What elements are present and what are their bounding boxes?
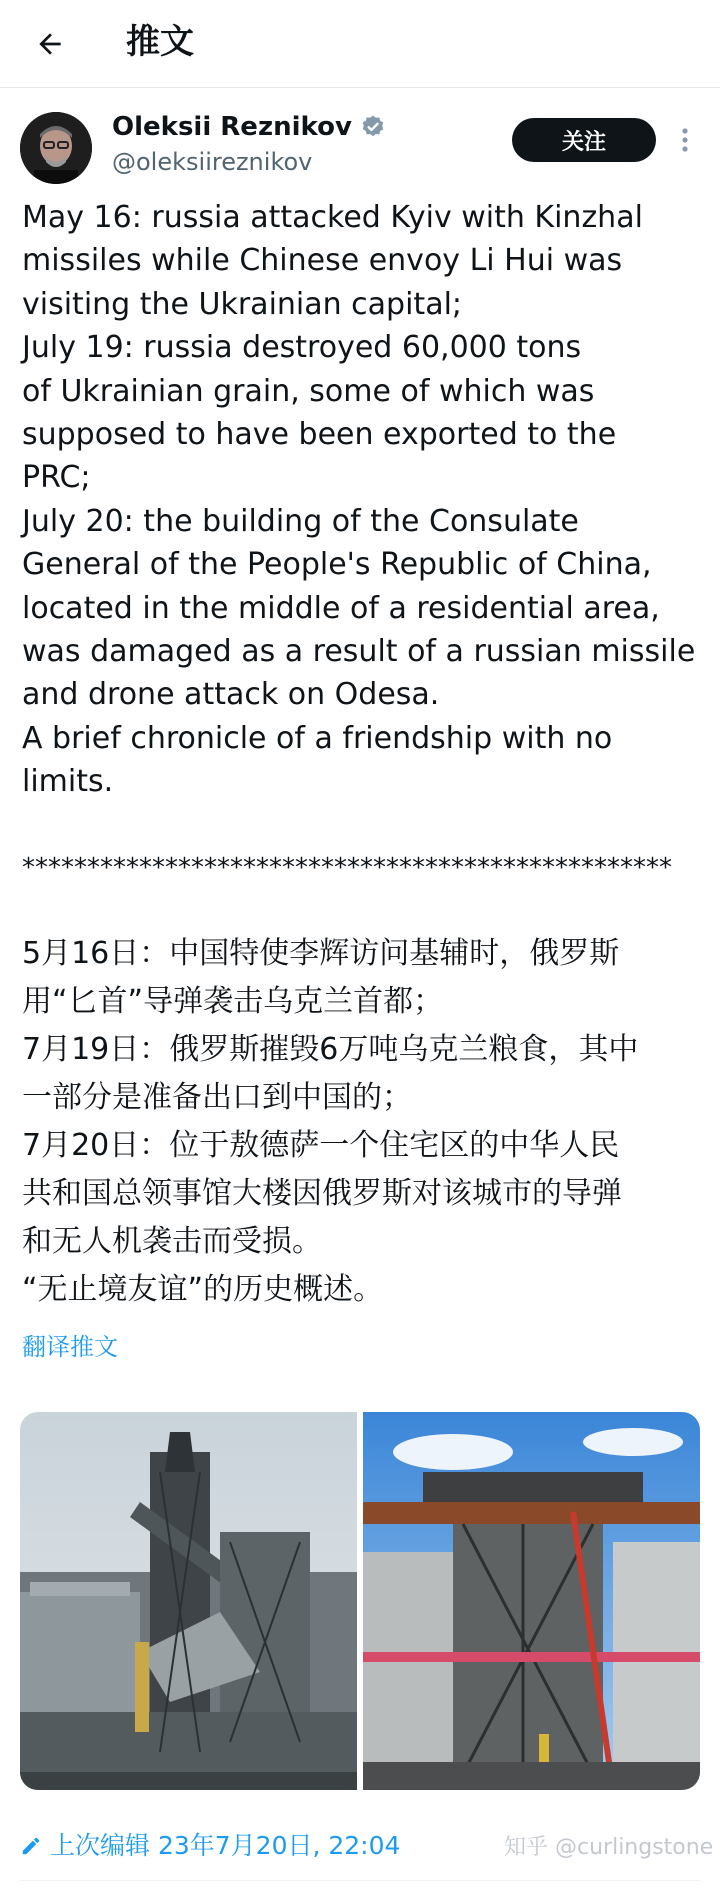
- tweet-line-en: supposed to have been exported to the: [22, 417, 617, 453]
- tweet-line-zh: 共和国总领事馆大楼因俄罗斯对该城市的导弹: [22, 1175, 622, 1211]
- media-photo-2[interactable]: [363, 1412, 700, 1790]
- tweet-line-en: visiting the Ukrainian capital;: [22, 286, 463, 322]
- arrow-left-icon: [34, 28, 66, 60]
- tweet-line-en: General of the People's Republic of China,: [22, 547, 652, 583]
- tweet-line-zh: 5月16日：中国特使李辉访问基辅时，俄罗斯: [22, 935, 620, 971]
- edited-timestamp: 上次编辑 23年7月20日, 22:04: [50, 1831, 401, 1860]
- author-name[interactable]: [112, 110, 386, 144]
- tweet-line-en: limits.: [22, 764, 114, 800]
- tweet-line-en: was damaged as a result of a russian missile: [22, 634, 696, 670]
- tweet-line-en: May 16: russia attacked Kyiv with Kinzhal: [22, 200, 643, 235]
- tweet-line-en: A brief chronicle of a friendship with no: [22, 720, 613, 756]
- tweet-media: [20, 1412, 700, 1790]
- damaged-terminal-photo: [20, 1412, 357, 1790]
- tweet-line-zh: 用“匕首”导弹袭击乌克兰首都；: [22, 983, 444, 1019]
- more-vertical-icon: [681, 127, 689, 153]
- avatar[interactable]: [20, 112, 92, 184]
- divider: [20, 1880, 700, 1881]
- tweet-text: [22, 196, 708, 1314]
- tweet-line-en: PRC;: [22, 460, 91, 496]
- verified-badge-icon: [360, 114, 386, 140]
- tweet-line-zh: 一部分是准备出口到中国的；: [22, 1079, 412, 1115]
- tweet-separator: **************************************************: [22, 852, 672, 883]
- translate-tweet-link[interactable]: 翻译推文: [22, 1333, 118, 1361]
- back-button[interactable]: [28, 22, 72, 66]
- tweet-line-zh: 7月20日：位于敖德萨一个住宅区的中华人民: [22, 1127, 620, 1163]
- author-name-text: Oleksii Reznikov: [112, 112, 352, 142]
- pencil-icon: [20, 1835, 42, 1857]
- avatar-image: [20, 112, 92, 184]
- more-options-button[interactable]: [670, 120, 700, 160]
- tweet-line-en: July 19: russia destroyed 60,000 tons: [22, 330, 582, 366]
- author-handle[interactable]: @oleksiireznikov: [112, 148, 313, 176]
- tweet-line-en: July 20: the building of the Consulate: [22, 503, 579, 539]
- tweet-line-en: and drone attack on Odesa.: [22, 677, 440, 713]
- tweet-line-zh: “无止境友谊”的历史概述。: [22, 1271, 384, 1307]
- edit-history-link[interactable]: [20, 1826, 400, 1866]
- tweet-line-en: of Ukrainian grain, some of which was: [22, 373, 595, 409]
- tweet-line-zh: 和无人机袭击而受损。: [22, 1223, 322, 1259]
- page-title: 推文: [126, 22, 194, 62]
- tweet-line-en: located in the middle of a residential area,: [22, 590, 660, 626]
- media-photo-1[interactable]: [20, 1412, 357, 1790]
- damaged-silo-photo: [363, 1412, 700, 1790]
- top-bar: [0, 0, 720, 88]
- tweet-line-zh: 7月19日：俄罗斯摧毁6万吨乌克兰粮食，其中: [22, 1031, 639, 1067]
- tweet-line-en: missiles while Chinese envoy Li Hui was: [22, 243, 623, 279]
- follow-button[interactable]: 关注: [512, 118, 656, 162]
- watermark: 知乎 @curlingstone: [504, 1835, 714, 1860]
